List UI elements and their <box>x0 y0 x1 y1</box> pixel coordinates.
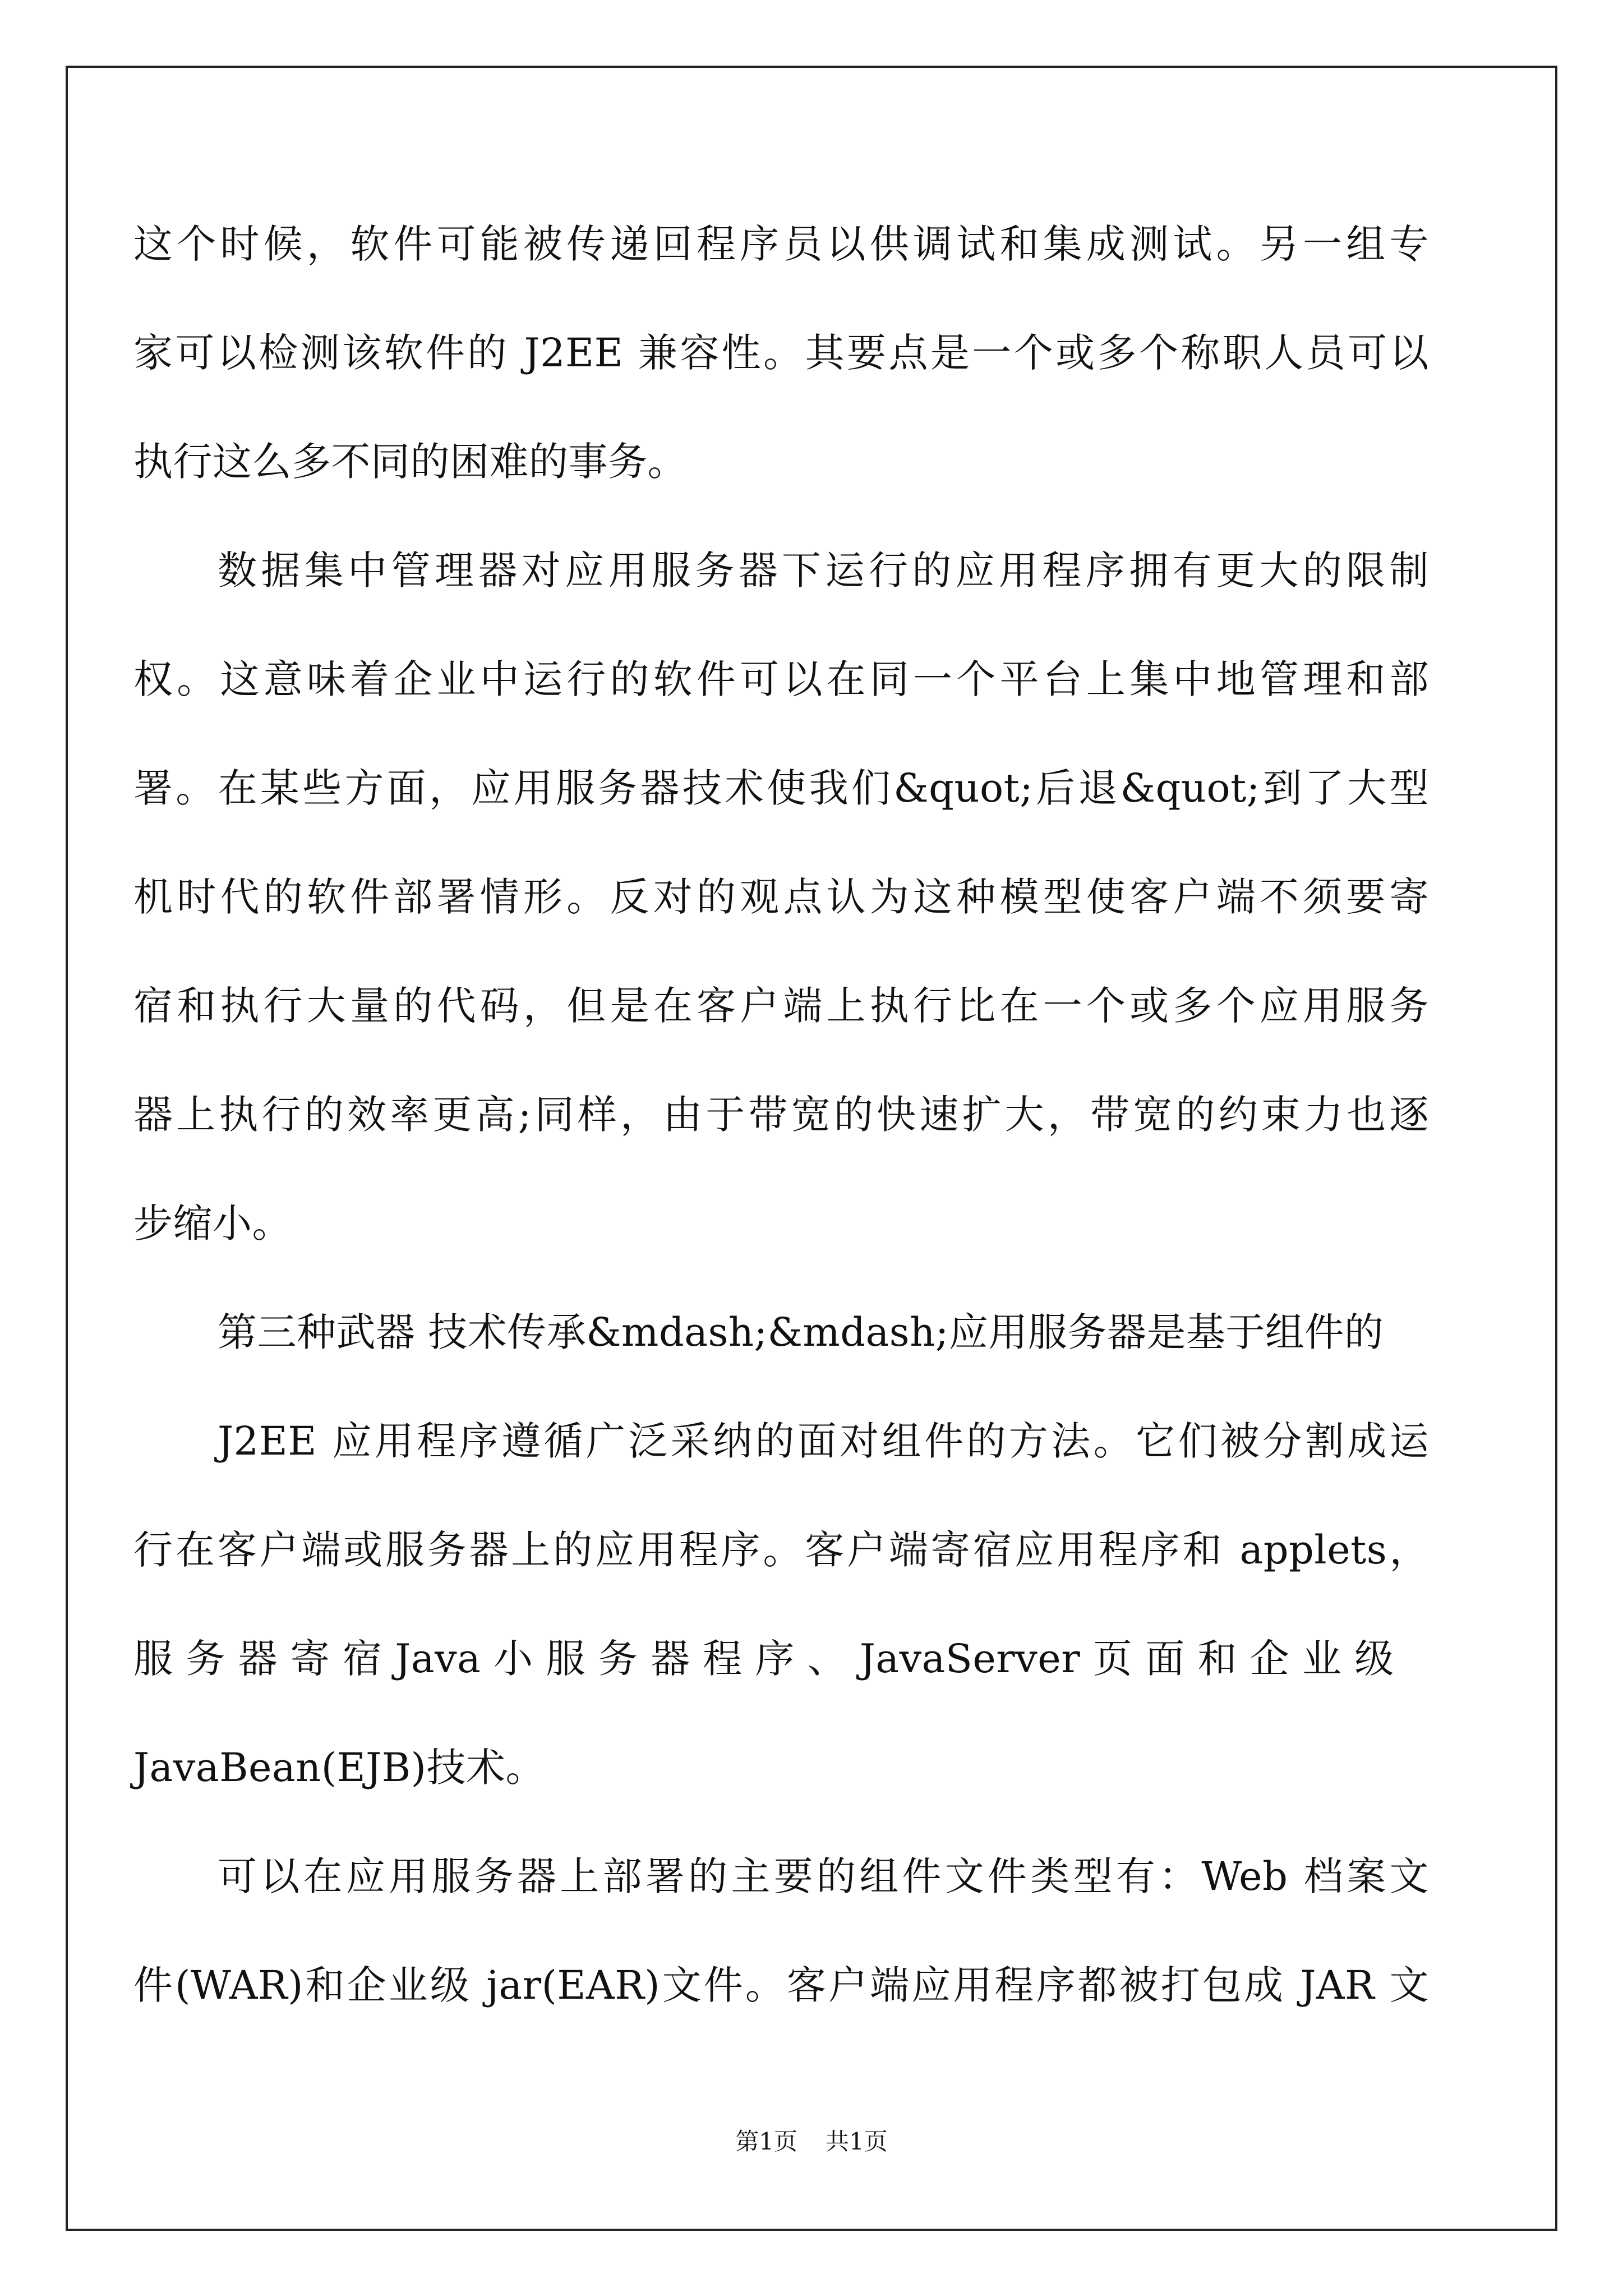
text-line: 器上执行的效率更高;同样，由于带宽的快速扩大，带宽的约束力也逐 <box>133 1092 1429 1138</box>
text-line: 这个时候，软件可能被传递回程序员以供调试和集成测试。另一组专 <box>133 221 1429 267</box>
text-line: 件(WAR)和企业级 jar(EAR)文件。客户端应用程序都被打包成 JAR 文 <box>133 1962 1429 2008</box>
text-line: 服 务 器 寄 宿 Java 小 服 务 器 程 序 、 JavaServer 页 面 和 企 业 级 <box>133 1636 1394 1682</box>
text-line: 行在客户端或服务器上的应用程序。客户端寄宿应用程序和 applets， <box>133 1527 1429 1573</box>
text-line: J2EE 应用程序遵循广泛采纳的面对组件的方法。它们被分割成运 <box>218 1418 1429 1464</box>
text-line: 家可以检测该软件的 J2EE 兼容性。其要点是一个或多个称职人员可以 <box>133 330 1429 376</box>
text-line: 权。这意味着企业中运行的软件可以在同一个平台上集中地管理和部 <box>133 656 1429 702</box>
text-line: 步缩小。 <box>133 1200 292 1246</box>
page-total: 共1页 <box>826 2128 888 2155</box>
text-line: 可以在应用服务器上部署的主要的组件文件类型有：Web 档案文 <box>218 1853 1429 1899</box>
text-line: 机时代的软件部署情形。反对的观点认为这种模型使客户端不须要寄 <box>133 874 1429 920</box>
text-line: 署。在某些方面，应用服务器技术使我们&quot;后退&quot;到了大型 <box>133 765 1429 811</box>
text-line: 数据集中管理器对应用服务器下运行的应用程序拥有更大的限制 <box>218 547 1429 593</box>
text-line: 执行这么多不同的困难的事务。 <box>133 439 687 485</box>
text-line: 宿和执行大量的代码，但是在客户端上执行比在一个或多个应用服务 <box>133 983 1429 1029</box>
page-footer <box>0 2125 1623 2159</box>
text-line: 第三种武器 技术传承&mdash;&mdash;应用服务器是基于组件的 <box>218 1309 1384 1355</box>
page-number: 第1页 <box>735 2128 797 2155</box>
text-line: JavaBean(EJB)技术。 <box>133 1745 545 1791</box>
